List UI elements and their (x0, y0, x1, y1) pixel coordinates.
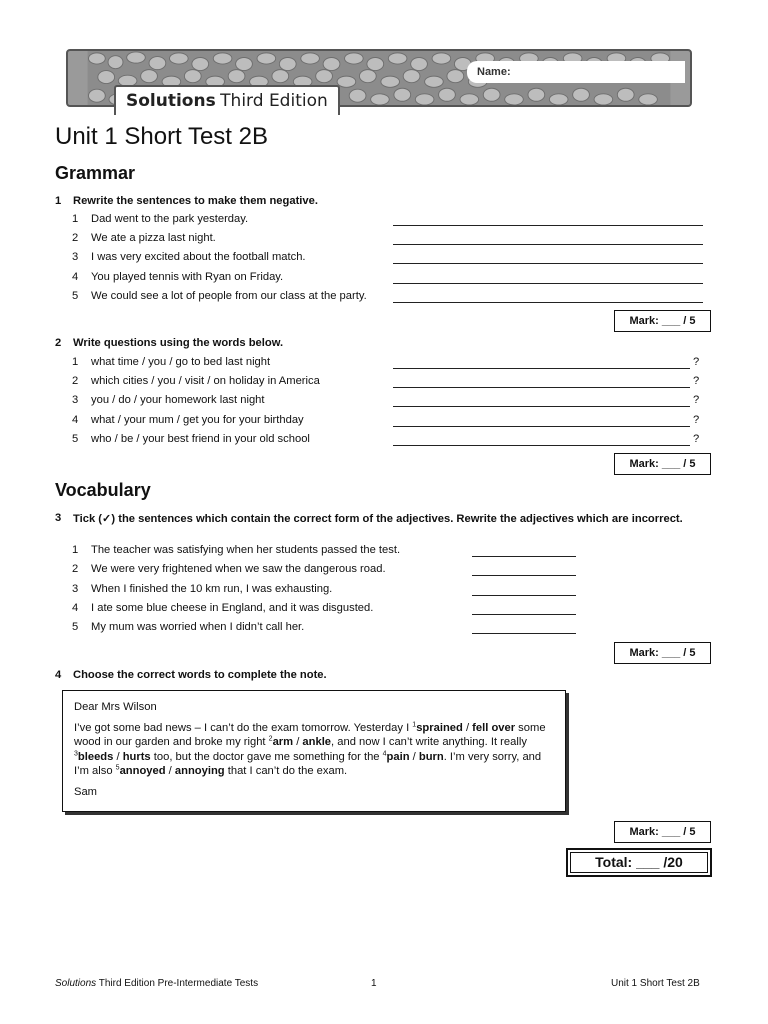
answer-line[interactable] (393, 225, 703, 226)
item-text: My mum was worried when I didn’t call her. (91, 621, 305, 633)
question-text: Rewrite the sentences to make them negative. (73, 195, 318, 207)
page-number: 1 (371, 978, 377, 989)
answer-line[interactable] (393, 406, 690, 407)
question-mark: ? (693, 433, 700, 445)
item-number: 1 (72, 544, 79, 556)
total-box: Total: ___ /20 (566, 848, 712, 877)
item-number: 3 (72, 583, 79, 595)
option-burn[interactable]: burn (418, 750, 444, 763)
item-number: 5 (72, 433, 79, 445)
question-number: 3 (55, 512, 62, 524)
answer-line[interactable] (472, 575, 576, 576)
mark-box: Mark: ___ / 5 (614, 310, 711, 332)
item-text: which cities / you / visit / on holiday in America (91, 375, 320, 387)
brand-bold: Solutions (126, 91, 216, 111)
question-number: 4 (55, 669, 62, 681)
answer-line[interactable] (472, 614, 576, 615)
answer-line[interactable] (472, 633, 576, 634)
item-text: who / be / your best friend in your old school (91, 433, 310, 445)
brand-logo (114, 85, 340, 115)
item-text: Dad went to the park yesterday. (91, 213, 249, 225)
question-number: 1 (55, 195, 62, 207)
footer-left (55, 978, 258, 989)
name-field[interactable] (467, 61, 685, 83)
item-number: 4 (72, 271, 79, 283)
section-vocabulary: Vocabulary (55, 480, 151, 500)
footer-brand: Solutions (55, 978, 97, 989)
mark-box: Mark: ___ / 5 (614, 821, 711, 843)
item-text: We were very frightened when we saw the dangerous road. (91, 563, 386, 575)
option-fell-over[interactable]: fell over (472, 721, 516, 734)
option-annoying[interactable]: annoying (174, 765, 225, 777)
note-signature: Sam (74, 785, 98, 798)
answer-line[interactable] (472, 556, 576, 557)
item-text: I was very excited about the football match. (91, 251, 306, 263)
note-greeting: Dear Mrs Wilson (74, 701, 157, 713)
item-number: 2 (72, 232, 79, 244)
question-mark: ? (693, 375, 700, 387)
item-number: 3 (72, 394, 79, 406)
item-text: We could see a lot of people from our class at the party. (91, 290, 367, 302)
question-text: Write questions using the words below. (73, 337, 284, 349)
item-text: what / your mum / get you for your birthday (91, 414, 304, 426)
item-number: 1 (72, 356, 79, 368)
item-number: 2 (72, 563, 79, 575)
item-text: When I finished the 10 km run, I was exhausting. (91, 583, 333, 595)
answer-line[interactable] (393, 445, 690, 446)
option-sprained[interactable]: sprained (416, 721, 463, 734)
item-number: 1 (72, 213, 79, 225)
note-box (62, 690, 566, 812)
question-mark: ? (693, 356, 700, 368)
note-body: I’ve got some bad news – I can’t do the exam tomorrow. Yesterday I $^1$sprained / fell over some wood in our garden and broke my right $^2$arm / ankle, and now I can’t write anything. It really $^3$bleeds / hurts too, but the doctor gave me something for the $^4$pain / burn. I’m very sorry, and I’m also $^5$annoyed / annoying that I can’t do the exam. (74, 720, 546, 777)
answer-line[interactable] (393, 368, 690, 369)
item-text: We ate a pizza last night. (91, 232, 216, 244)
name-label: Name: (477, 66, 511, 78)
page-title: Unit 1 Short Test 2B (55, 123, 268, 150)
option-pain[interactable]: pain (386, 750, 410, 763)
brand-rest: Third Edition (220, 91, 328, 111)
answer-line[interactable] (393, 387, 690, 388)
item-text: You played tennis with Ryan on Friday. (91, 271, 284, 283)
question-mark: ? (693, 394, 700, 406)
question-number: 2 (55, 337, 62, 349)
item-text: The teacher was satisfying when her students passed the test. (91, 544, 401, 556)
answer-line[interactable] (393, 244, 703, 245)
option-arm[interactable]: arm (272, 736, 294, 748)
item-number: 5 (72, 621, 79, 633)
question-mark: ? (693, 414, 700, 426)
item-number: 5 (72, 290, 79, 302)
item-text: I ate some blue cheese in England, and it was disgusted. (91, 602, 374, 614)
item-number: 3 (72, 251, 79, 263)
option-ankle[interactable]: ankle (302, 736, 332, 748)
option-bleeds[interactable]: bleeds (77, 750, 114, 763)
option-annoyed[interactable]: annoyed (119, 765, 166, 777)
answer-line[interactable] (393, 263, 703, 264)
item-number: 4 (72, 602, 79, 614)
question-text: Choose the correct words to complete the note. (73, 669, 327, 681)
footer-right: Unit 1 Short Test 2B (611, 978, 700, 989)
footer-left-text: Third Edition Pre-Intermediate Tests (96, 978, 259, 989)
answer-line[interactable] (393, 302, 703, 303)
item-text: what time / you / go to bed last night (91, 356, 271, 368)
answer-line[interactable] (393, 283, 703, 284)
question-text: Tick (✓) the sentences which contain the correct form of the adjectives. Rewrite the adjectives which are incorrect. (73, 513, 683, 525)
option-hurts[interactable]: hurts (122, 750, 151, 763)
answer-line[interactable] (472, 595, 576, 596)
item-number: 4 (72, 414, 79, 426)
mark-box: Mark: ___ / 5 (614, 453, 711, 475)
item-text: you / do / your homework last night (91, 394, 265, 406)
answer-line[interactable] (393, 426, 690, 427)
section-grammar: Grammar (55, 163, 136, 183)
item-number: 2 (72, 375, 79, 387)
mark-box: Mark: ___ / 5 (614, 642, 711, 664)
